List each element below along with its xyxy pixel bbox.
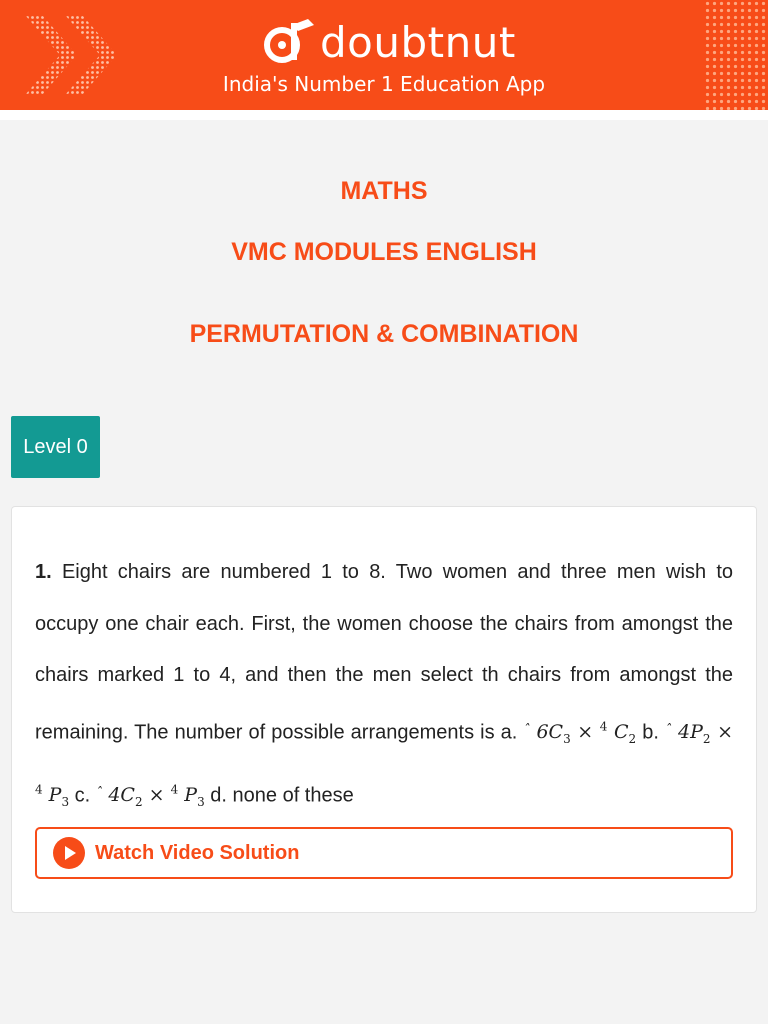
brand-name: doubtnut (320, 17, 516, 67)
watch-video-solution-button[interactable] (35, 827, 733, 879)
chapter-title: PERMUTATION & COMBINATION (189, 320, 579, 348)
option-c-label: c. (74, 784, 91, 807)
doubtnut-logo-icon (262, 15, 316, 69)
question-number: 1. (35, 561, 52, 583)
option-a-formula: $^ˆ$ $6C_3 \times ^4$ $C_2$ (523, 719, 637, 746)
header-divider (0, 110, 768, 120)
app-header (0, 0, 768, 110)
option-c-formula: $^ˆ$ $4C_2 \times ^4$ $P_3$ (95, 783, 205, 810)
question-text (35, 547, 733, 829)
tagline: India's Number 1 Education App (222, 72, 546, 96)
level-badge[interactable]: Level 0 (11, 416, 100, 478)
question-body: Eight chairs are numbered 1 to 8. Two women and three men wish to occupy one chair each. First, the women choose the chairs from amongst the chairs marked 1 to 4, and then the men select th chairs from amongst the remaining. The number of possible arrangements is a. (35, 561, 733, 743)
book-title: VMC MODULES ENGLISH (231, 238, 537, 266)
doubtnut-logo[interactable] (262, 12, 516, 72)
play-icon (53, 837, 85, 869)
subject-title: MATHS (340, 177, 428, 205)
watch-video-label: Watch Video Solution (95, 841, 300, 864)
option-d-label: d. none of these (210, 784, 354, 807)
option-b-formula: $^ˆ$ $4P_2 \times ^4$ $P_3$ (35, 720, 734, 810)
option-b-label: b. (642, 720, 659, 743)
question-card (11, 506, 757, 913)
